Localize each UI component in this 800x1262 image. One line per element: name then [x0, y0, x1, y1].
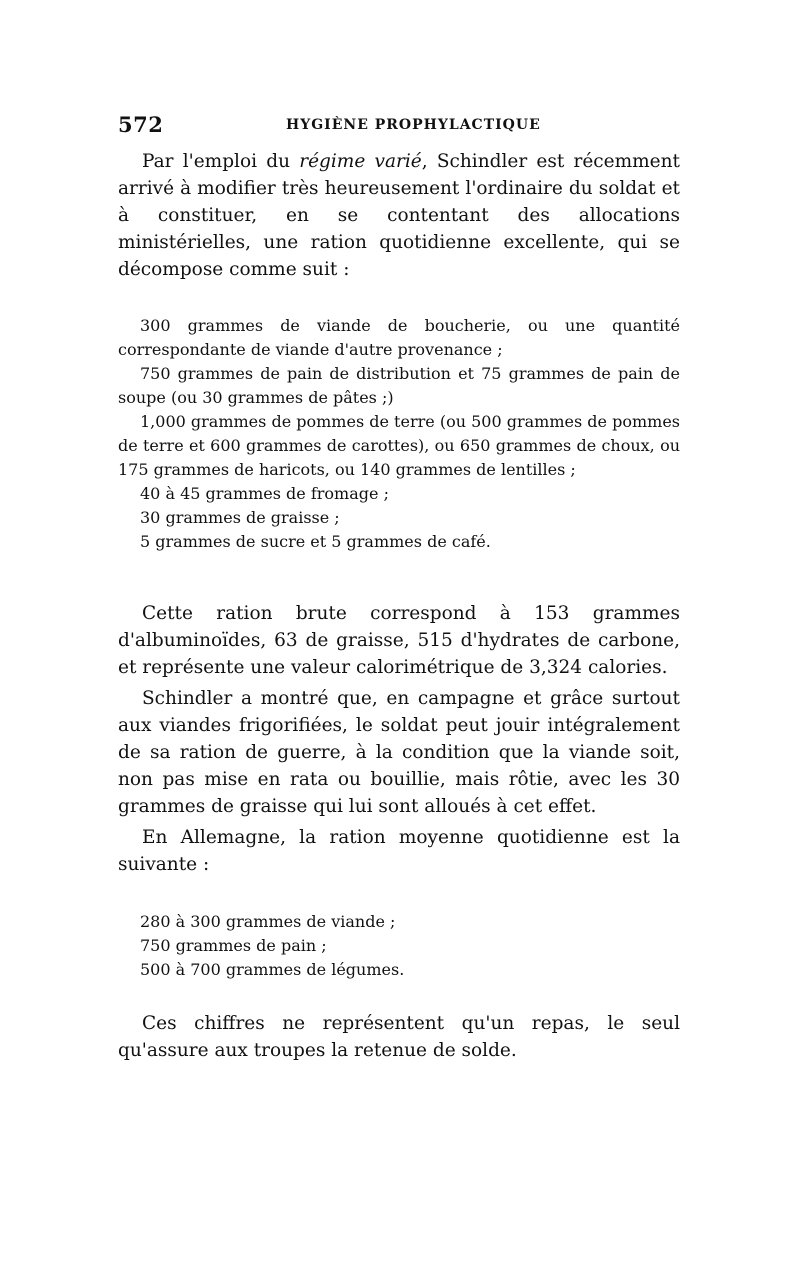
running-head: HYGIÈNE PROPHYLACTIQUE: [286, 117, 541, 133]
ration-list: [118, 314, 680, 554]
intro-italic-term: régime varié: [299, 151, 422, 172]
intro-paragraph: [118, 148, 680, 283]
ration-item-fat: 30 grammes de graisse ;: [140, 508, 340, 527]
body-paragraphs: [118, 600, 680, 878]
closing-paragraph-block: [118, 1010, 680, 1064]
ration-item-sugar-coffee: 5 grammes de sucre et 5 grammes de café.: [140, 532, 491, 551]
german-item-bread: 750 grammes de pain ;: [140, 936, 327, 955]
paragraph-germany: En Allemagne, la ration moyenne quotidienne est la suivante :: [118, 827, 680, 875]
german-item-vegetables: 500 à 700 grammes de légumes.: [140, 960, 405, 979]
paragraph-schindler: Schindler a montré que, en campagne et grâce surtout aux viandes frigorifiées, le soldat peut jouir intégralement de sa ration de guerre, à la condition que la viande soit, non pas mise en rata ou bouillie, mais rôtie, avec les 30 grammes de graisse qui lui sont alloués à cet effet.: [118, 688, 680, 817]
intro-text-end: , Schindler est récemment arrivé à modifier très heureusement l'ordinaire du soldat et à constituer, en se contentant des allocations ministérielles, une ration quotidienne excellente, qui se décompose comme suit :: [118, 151, 680, 280]
paragraph-closing: Ces chiffres ne représentent qu'un repas, le seul qu'assure aux troupes la retenue de solde.: [118, 1013, 680, 1061]
ration-item-vegetables: 1,000 grammes de pommes de terre (ou 500 grammes de pommes de terre et 600 grammes de carottes), ou 650 grammes de choux, ou 175 grammes de haricots, ou 140 grammes de lentilles ;: [118, 412, 680, 479]
page-header: [118, 112, 678, 142]
paragraph-ration-analysis: Cette ration brute correspond à 153 grammes d'albuminoïdes, 63 de graisse, 515 d'hydrates de carbone, et représente une valeur calorimétrique de 3,324 calories.: [118, 603, 680, 678]
german-item-meat: 280 à 300 grammes de viande ;: [140, 912, 396, 931]
page-number: 572: [118, 112, 164, 137]
ration-item-bread: 750 grammes de pain de distribution et 75 grammes de pain de soupe (ou 30 grammes de pâtes ;): [118, 364, 680, 407]
intro-text-start: Par l'emploi du: [142, 151, 300, 172]
ration-item-cheese: 40 à 45 grammes de fromage ;: [140, 484, 389, 503]
german-ration-list: [118, 910, 680, 982]
intro-paragraph-block: [118, 148, 680, 283]
ration-item-meat: 300 grammes de viande de boucherie, ou une quantité correspondante de viande d'autre provenance ;: [118, 316, 680, 359]
